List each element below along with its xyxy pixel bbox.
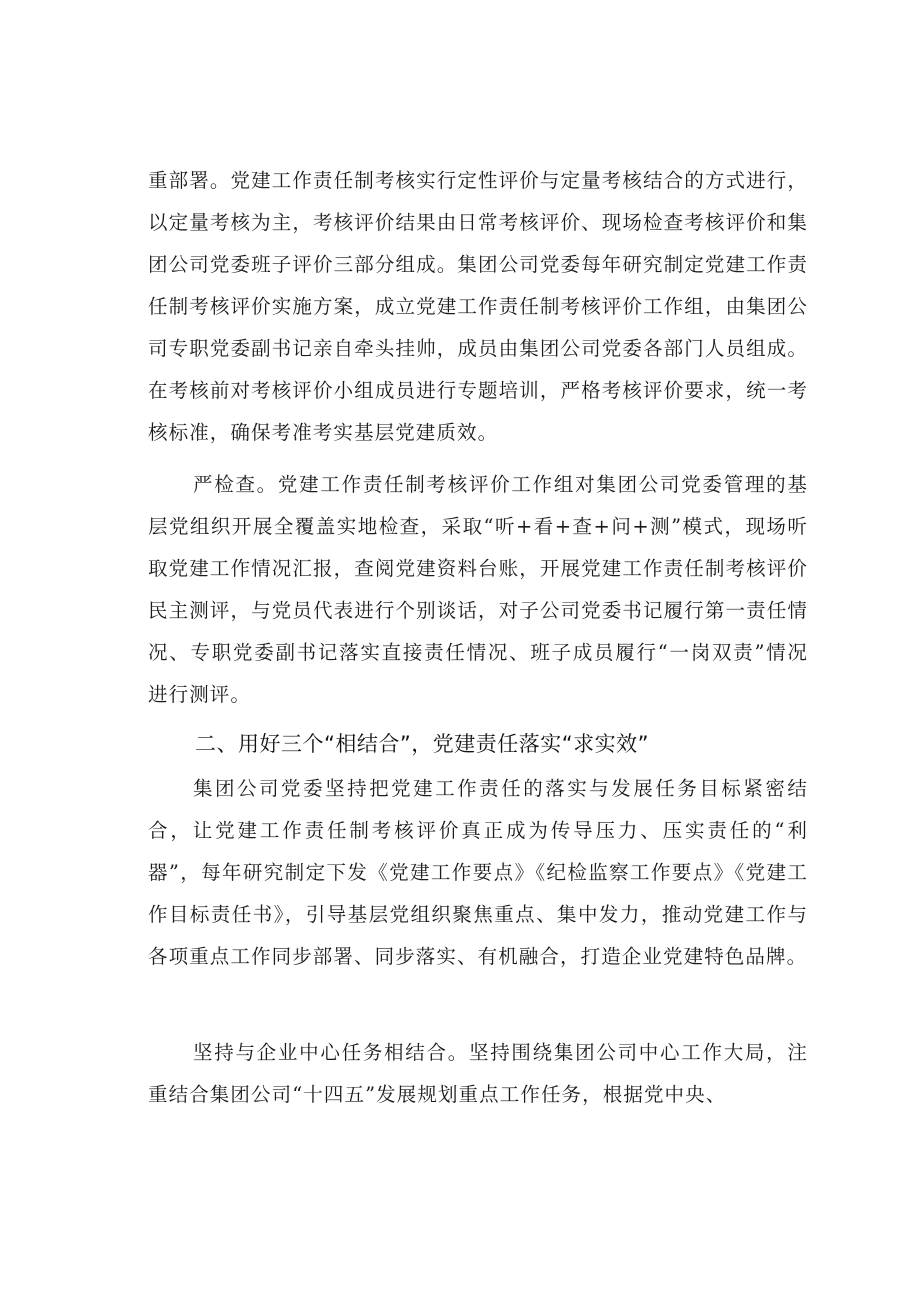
paragraph-strict-inspection: 严检查。党建工作责任制考核评价工作组对集团公司党委管理的基层党组织开展全覆盖实地检查，采取“听+看+查+问+测”模式，现场听取党建工作情况汇报，查阅党建资料台账，开展党建工作责任制考核评价民主测评，与党员代表进行个别谈话，对子公司党委书记履行第一责任情况、专职党委副书记落实直接责任情况、班子成员履行“一岗双责”情况进行测评。 <box>148 473 808 706</box>
paragraph-party-committee: 集团公司党委坚持把党建工作责任的落实与发展任务目标紧密结合，让党建工作责任制考核评价真正成为传导压力、压实责任的“利器”，每年研究制定下发《党建工作要点》《纪检监察工作要点》《党建工作目标责任书》，引导基层党组织聚焦重点、集中发力，推动党建工作与各项重点工作同步部署、同步落实、有机融合，打造企业党建特色品牌。 <box>148 777 808 968</box>
paragraph-assessment-method: 重部署。党建工作责任制考核实行定性评价与定量考核结合的方式进行，以定量考核为主，考核评价结果由日常考核评价、现场检查考核评价和集团公司党委班子评价三部分组成。集团公司党委每年研究制定党建工作责任制考核评价实施方案，成立党建工作责任制考核评价工作组，由集团公司专职党委副书记亲自牵头挂帅，成员由集团公司党委各部门人员组成。在考核前对考核评价小组成员进行专题培训，严格考核评价要求，统一考核标准，确保考准考实基层党建质效。 <box>148 169 808 444</box>
paragraph-center-tasks: 坚持与企业中心任务相结合。坚持围绕集团公司中心工作大局，注重结合集团公司“十四五”发展规划重点工作任务，根据党中央、 <box>148 1041 808 1106</box>
section-heading: 二、用好三个“相结合”，党建责任落实“求实效” <box>195 732 650 756</box>
